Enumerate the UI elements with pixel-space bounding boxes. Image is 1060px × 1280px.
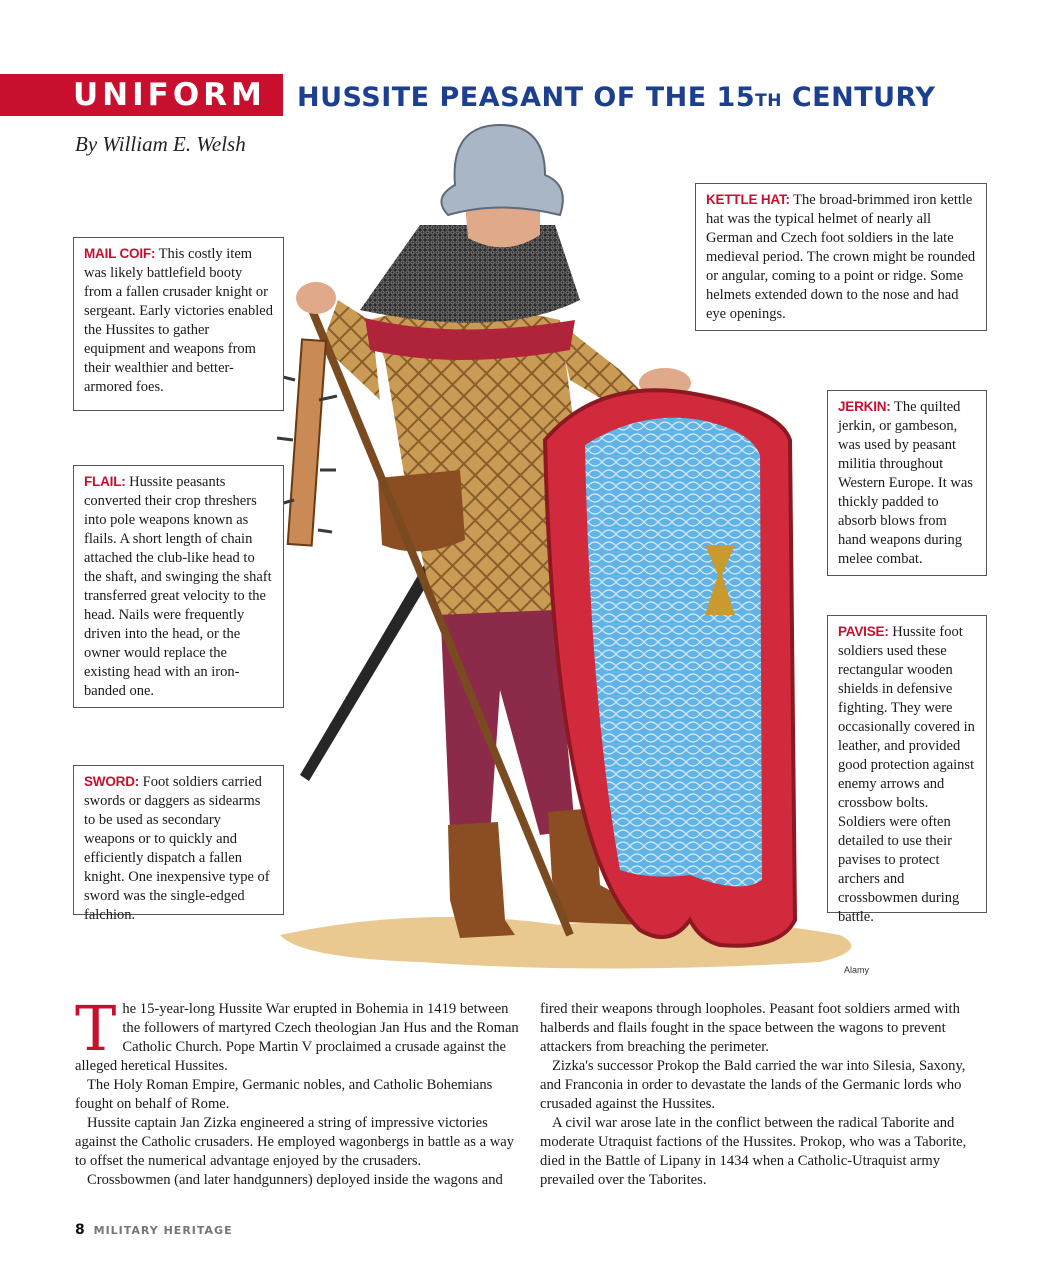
section-label: UNIFORM: [73, 77, 266, 113]
paragraph: Zizka's successor Prokop the Bald carried the war into Silesia, Saxony, and Franconia in order to devastate the lands of the Germanic lords who crusaded against the Hussites.: [540, 1058, 966, 1112]
left-boot: [448, 822, 515, 938]
flail-head: [288, 339, 326, 545]
callout-label: PAVISE:: [838, 624, 889, 639]
callout-kettle-hat: [695, 183, 987, 331]
magazine-name: MILITARY HERITAGE: [93, 1224, 233, 1237]
callout-sword: [73, 765, 284, 923]
callout-text: Foot soldiers carried swords or daggers as sidearms to be used as secondary weapons or to quickly and efficiently dispatch a fallen knight. One inexpensive type of sword was the single-edged falchion.: [84, 774, 270, 923]
sword-scabbard: [300, 555, 440, 781]
callout-label: MAIL COIF:: [84, 246, 156, 261]
callout-label: FLAIL:: [84, 474, 126, 489]
body-column-1: [75, 992, 523, 1190]
title-suffix: TH: [755, 91, 782, 111]
paragraph: fired their weapons through loopholes. Peasant foot soldiers armed with halberds and flails fought in the space between the wagons to prevent attackers from breaching the perimeter.: [540, 1001, 960, 1055]
callout-text: The quilted jerkin, or gambeson, was used by peasant militia throughout Western Europe. It was thickly padded to absorb blows from hand weapons during melee combat.: [838, 399, 973, 567]
page-footer: [75, 1222, 233, 1238]
callout-mail-coif: [73, 237, 284, 411]
title-main: HUSSITE PEASANT OF THE 15: [297, 82, 756, 113]
paragraph: [75, 992, 523, 1076]
callout-label: JERKIN:: [838, 399, 891, 414]
drop-cap: T: [75, 992, 117, 1065]
title-end: CENTURY: [781, 82, 936, 113]
callout-text: This costly item was likely battlefield booty from a fallen crusader knight or sergeant. Early victories enabled the Hussites to gather equipment and weapons from their wealthier and better-armored foes.: [84, 246, 273, 395]
paragraph-text: he 15-year-long Hussite War erupted in Bohemia in 1419 between the followers of martyred Czech theologian Jan Hus and the Roman Catholic Church. Pope Martin V proclaimed a crusade against the alleged heretical Hussites.: [75, 1001, 519, 1074]
pavise-face: [585, 418, 762, 887]
paragraph: Hussite captain Jan Zizka engineered a string of impressive victories against the Catholic crusaders. He employed wagonbergs in battle as a way to offset the numerical advantage enjoyed by the crusaders.: [75, 1115, 515, 1169]
callout-text: Hussite peasants converted their crop threshers into pole weapons known as flails. A short length of chain attached the club-like head to the shaft, and swinging the shaft transferred great velocity to the head. Nails were frequently driven into the head, or the owner would replace the existing head with an iron-banded one.: [84, 474, 272, 699]
page-number: 8: [75, 1222, 85, 1238]
paragraph: A civil war arose late in the conflict between the radical Taborite and moderate Utraquist factions of the Hussites. Prokop, who was a Taborite, died in the Battle of Lipany in 1434 when a Catholic-Utraquist army prevailed over the Taborites.: [540, 1115, 967, 1188]
photo-credit: Alamy: [844, 965, 870, 975]
kettle-hat: [441, 125, 562, 215]
callout-label: KETTLE HAT:: [706, 192, 790, 207]
paragraph: Crossbowmen (and later handgunners) deployed inside the wagons and: [87, 1172, 503, 1188]
paragraph: The Holy Roman Empire, Germanic nobles, and Catholic Bohemians fought on behalf of Rome.: [75, 1077, 493, 1112]
callout-text: Hussite foot soldiers used these rectangular wooden shields in defensive fighting. They were occasionally covered in leather, and provided good protection against enemy arrows and crossbow bolts. Soldiers were often detailed to use their pavises to protect archers and crossbowmen during battle.: [838, 624, 975, 925]
callout-flail: [73, 465, 284, 708]
mail-coif: [360, 225, 580, 323]
callout-jerkin: [827, 390, 987, 576]
callout-pavise: [827, 615, 987, 925]
hand: [296, 282, 336, 314]
callout-text: The broad-brimmed iron kettle hat was the typical helmet of nearly all German and Czech foot soldiers in the late medieval period. The crown might be rounded or angular, coming to a point or ridge. Some helmets extended down to the nose and had eye openings.: [706, 192, 976, 322]
callout-label: SWORD:: [84, 774, 140, 789]
body-column-2: [540, 1000, 988, 1190]
byline: By William E. Welsh: [75, 132, 246, 156]
